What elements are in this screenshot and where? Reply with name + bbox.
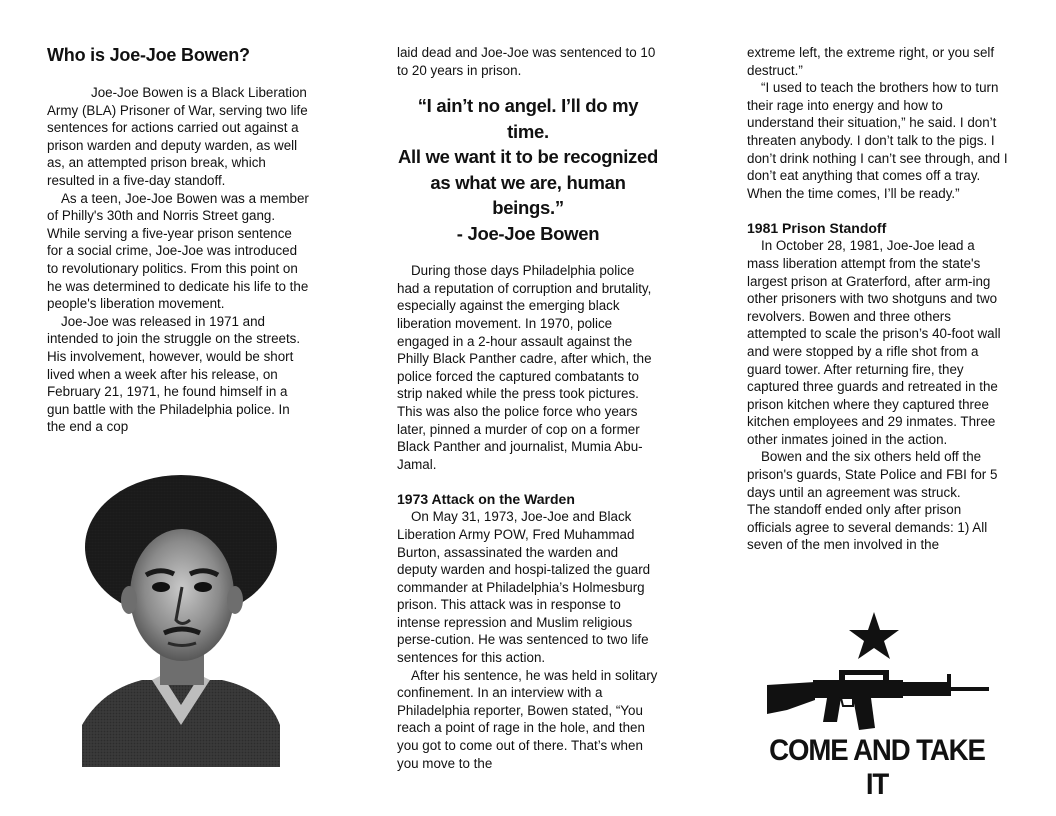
emblem-graphic [757,610,997,734]
paragraph: During those days Philadelphia police had a reputation of corruption and brutality, especially against the emerging black liberation movement. In 1970, police engaged in a 2-hour assault against the Philly Black Panther cadre, after which, the police forced the captured combatants to strip naked while the press took pictures. This was also the police force who years later, pinned a murder of cop on a former Black Panther and journalist, Mumia Abu-Jamal. [397,263,652,472]
column-2 [397,44,659,772]
paragraph: extreme left, the extreme right, or you self destruct.” [747,45,995,78]
paragraph: As a teen, Joe-Joe Bowen was a member of Philly's 30th and Norris Street gang. While serving a five-year prison sentence for a social crime, Joe-Joe was introduced to revolutionary politics. From this point on he was determined to dedicate his life to the people's liberation movement. [47,190,309,312]
pull-quote-line: “I ain’t no angel. I’ll do my time. [417,95,639,142]
paragraph: After his sentence, he was held in solitary confinement. In an interview with a Philadelphia reporter, Bowen stated, “You reach a point of rage in the hole, and then you got to come out of there. That’s when you move to the [397,667,658,771]
paragraph: “I used to teach the brothers how to turn their rage into energy and how to understand their situation,” he said. I don’t threaten anybody. I don’t talk to the pigs. I don’t drink nothing I can’t see through, and I don’t eat anything that comes off a tray. When the time comes, I’ll be ready.” [747,80,1008,201]
paragraph: Joe-Joe Bowen is a Black Liberation Army (BLA) Prisoner of War, serving two life sentences for actions carried out against a prison warden and deputy warden, as well as, an attempted prison break, which resulted in a five-day standoff. [47,85,308,188]
column-3 [747,44,1009,554]
pull-quote-line: as what we are, human beings.” [430,171,626,219]
paragraph: The standoff ended only after prison officials agree to several demands: 1) All seven of the men involved in the [747,502,988,553]
rifle-icon [767,670,989,730]
slogan: COME AND TAKE IT [769,734,985,801]
section-heading: 1981 Prison Standoff [747,220,887,237]
pull-quote [397,93,659,246]
pull-quote-attribution: - Joe-Joe Bowen [456,222,600,244]
paragraph: laid dead and Joe-Joe was sentenced to 10 to 20 years in prison. [397,45,656,78]
paragraph: In October 28, 1981, Joe-Joe lead a mass liberation attempt from the state's largest prison at Graterford, after arm-ing other prisoners with two shotguns and two revolvers. Bowen and three others attempted to scale the prison’s 40-foot wall and were stopped by a rifle shot from a guard tower. After returning fire, they captured three guards and retreated in the prison kitchen where they captured three kitchen employees and 29 inmates. Three other inmates joined in the action. [747,238,1001,447]
star-icon [849,612,899,659]
portrait-photo [82,475,280,767]
come-and-take-it-emblem [757,610,997,801]
page-title: Who is Joe-Joe Bowen? [47,45,250,65]
section-heading: 1973 Attack on the Warden [397,491,575,508]
paragraph: On May 31, 1973, Joe-Joe and Black Liberation Army POW, Fred Muhammad Burton, assassinated the warden and deputy warden and hospi-talized the guard commander at Philadelphia’s Holmesburg prison. This attack was in response to intense repression and Muslim religious perse-cution. He was sentenced to two life sentences for this action. [397,509,651,666]
paragraph: Joe-Joe was released in 1971 and intended to join the struggle on the streets. His involvement, however, would be short lived when a week after his release, on February 21, 1971, he found himself in a gun battle with the Philadelphia police. In the end a cop [47,313,301,435]
paragraph: Bowen and the six others held off the prison's guards, State Police and FBI for 5 days until an agreement was struck. [747,449,998,500]
column-1 [47,40,309,436]
pull-quote-line: All we want it to be recognized [397,146,658,168]
